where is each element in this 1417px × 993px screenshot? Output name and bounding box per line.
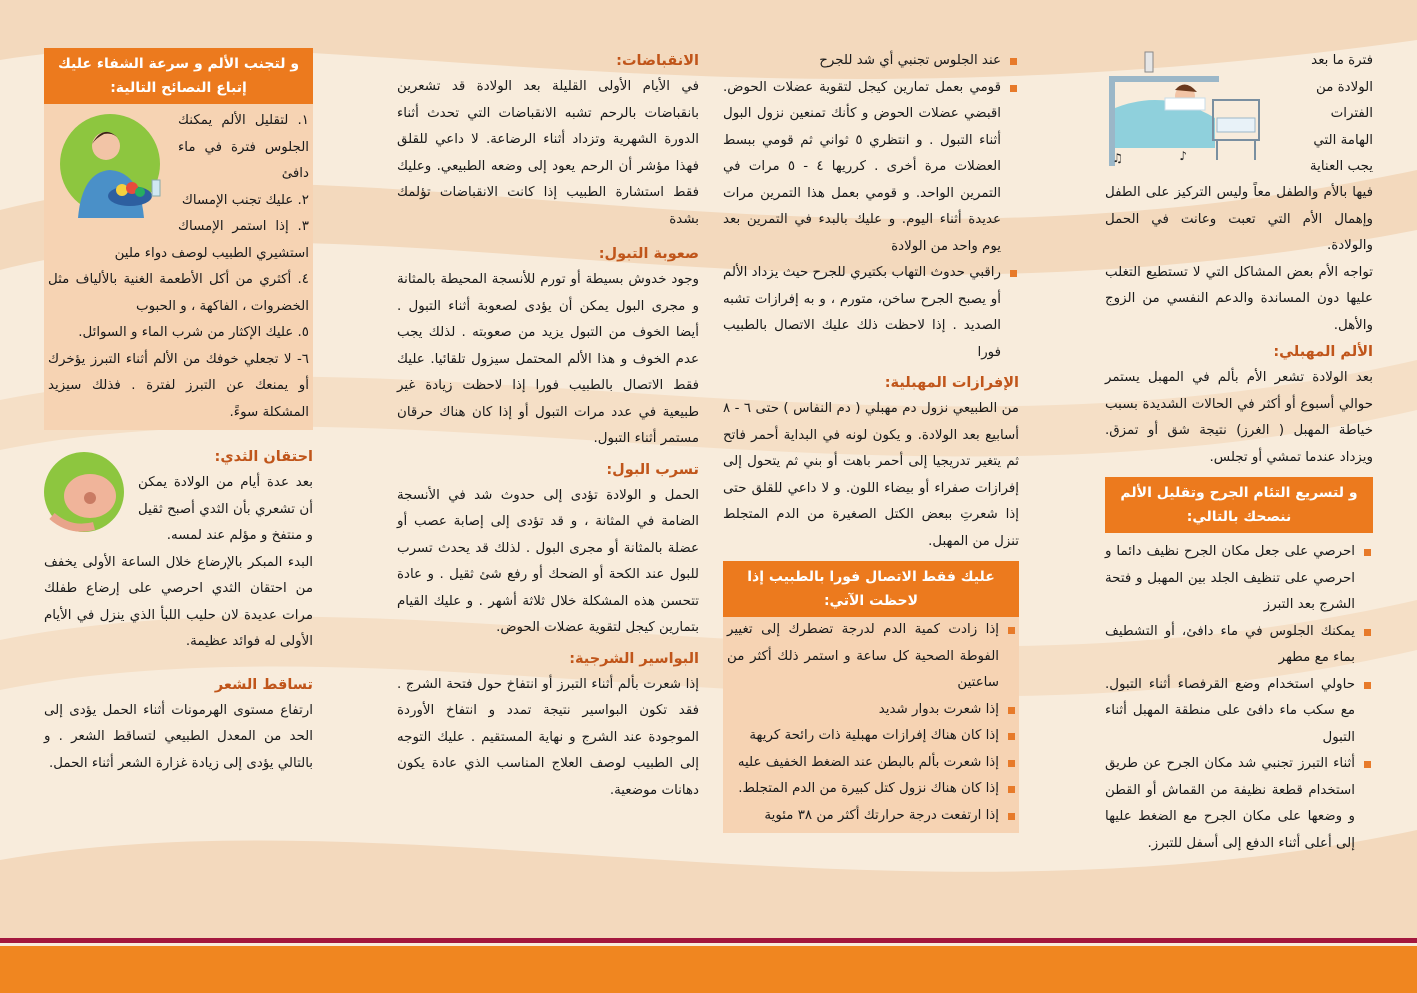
intro-line: فترة ما بعد — [1311, 53, 1373, 68]
list-item: إذا كان هناك نزول كتل كبيرة من الدم المتجلط. — [727, 776, 999, 803]
list-item: إذا شعرت بألم بالبطن عند الضغط الخفيف عليه — [727, 750, 999, 777]
care-tips-list — [723, 48, 1019, 366]
pain-tip-item: ١. لتقليل الألم يمكنك الجلوس فترة في ماء دافئ — [178, 113, 309, 181]
svg-text:♪: ♪ — [1179, 149, 1187, 163]
intro-line: يجب العناية — [1309, 159, 1373, 174]
section-title-urination: صعوبة التبول: — [598, 246, 699, 262]
healing-tips-list — [1105, 539, 1373, 857]
section-title-leakage: تسرب البول: — [606, 461, 699, 478]
warning-list — [723, 617, 1019, 829]
section-title-hemorrhoids: البواسير الشرجية: — [569, 650, 699, 667]
list-item: إذا زادت كمية الدم لدرجة تضطرك إلى تغيير الفوطة الصحية كل ساعة و استمر ذلك أكثر من ساعتين — [727, 617, 999, 697]
intro-text: فيها بالأم والطفل معاً وليس التركيز على الطفل وإهمال الأم التي تعبت وعانت في الحمل والولادة. — [1105, 185, 1373, 253]
mother-bed-illustration — [1105, 48, 1263, 166]
section-title-vaginal-pain: الألم المهبلي: — [1273, 344, 1373, 360]
list-item: عند الجلوس تجنبي أي شد للجرح — [723, 48, 1001, 75]
pain-tip-item: ٥. عليك الإكثار من شرب الماء و السوائل. — [78, 325, 309, 340]
healing-tips-banner: و لتسريع التئام الجرح وتقليل الألم ننصحك بالتالي: — [1105, 477, 1373, 533]
section-title-breast-engorgement: احتقان الثدي: — [214, 449, 313, 465]
intro-line: الفترات — [1330, 106, 1373, 121]
list-item: احرصي على جعل مكان الجرح نظيف دائما و احرصي على تنظيف الجلد بين المهبل و فتحة الشرج بعد التبرز — [1105, 539, 1355, 619]
warning-banner: عليك فقط الاتصال فورا بالطبيب إذا لاحظت الآتي: — [723, 561, 1019, 617]
column-postpartum-intro — [1105, 48, 1373, 857]
section-title-contractions: الانقباضات: — [616, 53, 699, 69]
vaginal-pain-text: بعد الولادة تشعر الأم بألم في المهبل يستمر حوالي أسبوع أو أكثر في الحالات الشديدة بسبب خياطة المهبل ( الغرز) نتيجة شق أو تمزق. ويزداد عندما تمشي أو تجلس. — [1105, 370, 1373, 465]
column-tips-breast-hair — [44, 48, 313, 777]
pain-tip-item: ٤. أكثري من أكل الأطعمة الغنية بالألياف مثل الخضروات ، الفاكهة ، و الحبوب — [48, 272, 309, 314]
intro-line: الولادة من — [1316, 79, 1373, 95]
woman-eating-fruit-illustration — [48, 110, 168, 218]
discharge-text: من الطبيعي نزول دم مهبلي ( دم النفاس ) حتى ٦ - ٨ أسابيع بعد الولادة. و يكون لونه في البداية أحمر فاتح ثم يتغير تدريجيا إلى أحمر باهت أو بني ثم يتحول إلى إفرازات صفراء أو بيضاء اللون. و لا داعي للقلق حتى إذا شعرتِ ببعض الكتل الصغيرة من الدم المتجلط تنزل من المهبل. — [723, 401, 1019, 549]
breast-engorgement-text-2: البدء المبكر بالإرضاع خلال الساعة الأولى يخفف من احتقان الثدي احرصي على إرضاع طفلك مرات عديدة لان حليب اللبأ الذي ينزل في الأيام الأولى له فوائد عظيمة. — [44, 554, 313, 649]
breast-engorgement-text: بعد عدة أيام من الولادة يمكن أن تشعري بأن الثدي أصبح ثقيل و منتفخ و مؤلم عند لمسه. — [138, 475, 313, 543]
svg-text:♫: ♫ — [1112, 151, 1123, 165]
hemorrhoids-text: إذا شعرت بألم أثناء التبرز أو انتفاخ حول فتحة الشرج . فقد تكون البواسير نتيجة تمدد و انتفاخ الأوردة الموجودة عند الشرج و نهاية المستقيم . عليك التوجه إلى الطبيب لوصف العلاج المناسب الذي عادة يكون دهانات موضعية. — [397, 676, 699, 798]
list-item: إذا ارتفعت درجة حرارتك أكثر من ٣٨ مئوية — [727, 803, 999, 830]
section-title-hair-loss: تساقط الشعر — [214, 676, 313, 693]
pain-tips-banner: و لتجنب الألم و سرعة الشفاء عليك إتباع النصائح التالية: — [44, 48, 313, 104]
warning-box — [723, 561, 1019, 833]
column-care-tips — [723, 48, 1019, 833]
column-symptoms — [397, 48, 699, 804]
list-item: إذا شعرت بدوار شديد — [727, 697, 999, 724]
intro-text-2: تواجه الأم بعض المشاكل التي لا تستطيع التغلب عليها دون المساندة والدعم النفسي من الزوج والأهل. — [1105, 264, 1373, 333]
section-title-discharge: الإفرازات المهبلية: — [884, 375, 1019, 391]
urination-text: وجود خدوش بسيطة أو تورم للأنسجة المحيطة بالمثانة و مجرى البول يمكن أن يؤدى لصعوبة أثناء التبول . أيضا الخوف من التبول يزيد من صعوبته . لذلك يجب عدم الخوف و هذا الألم المحتمل سيزول تلقائيا. عليك فقط الاتصال بالطبيب فورا إذا لاحظت زيادة غير طبيعية في عدد مرات التبول أو إذا كان هناك حرقان مستمر أثناء التبول. — [397, 272, 699, 446]
pain-tip-item: ٣. إذا استمر الإمساك استشيري الطبيب لوصف دواء ملين — [114, 219, 309, 261]
list-item: يمكنك الجلوس في ماء دافئ، أو التشطيف بماء مع مطهر — [1105, 619, 1355, 672]
breastfeeding-illustration — [44, 446, 128, 538]
intro-line: الهامة التي — [1313, 132, 1373, 148]
hair-loss-text: ارتفاع مستوى الهرمونات أثناء الحمل يؤدى إلى الحد من المعدل الطبيعي لتساقط الشعر . و بالتالي يؤدى إلى زيادة غزارة الشعر أثناء الحمل. — [44, 702, 313, 771]
list-item: قومي بعمل تمارين كيجل لتقوية عضلات الحوض. اقبضي عضلات الحوض و كأنك تمنعين نزول البول أثناء التبول . و انتظري ٥ ثواني ثم قومي ببسط العضلات مرة أخرى . كرريها ٤ - ٥ مرات في التمرين الواحد. و قومي بعمل هذا التمرين مرات عديدة أثناء اليوم. و عليك بالبدء في التمرين بعد يوم واحد من الولادة — [723, 75, 1001, 261]
pain-tip-item: ٢. عليك تجنب الإمساك — [181, 192, 309, 208]
bottom-band — [0, 946, 1417, 993]
list-item: راقبي حدوث التهاب بكتيري للجرح حيث يزداد الألم أو يصبح الجرح ساخن، متورم ، و به إفرازات تشبه الصديد . إذا لاحظت ذلك عليك الاتصال بالطبيب فورا — [723, 260, 1001, 366]
pain-tip-item: ٦- لا تجعلي خوفك من الألم أثناء التبرز يؤخرك أو يمنعك عن التبرز لفترة . فذلك سيزيد المشكلة سوءً. — [48, 351, 309, 420]
contractions-text: في الأيام الأولى القليلة بعد الولادة قد تشعرين بانقباضات بالرحم تشبه الانقباضات التي تحدث أثناء الدورة الشهرية وتزداد أثناء الرضاعة. لا داعي للقلق فهذا مؤشر أن الرحم يعود إلى وضعه الطبيعي. وعليك فقط استشارة الطبيب إذا كانت الانقباضات تؤلمك بشدة — [397, 79, 699, 227]
pain-tips-box — [44, 48, 313, 430]
list-item: إذا كان هناك إفرازات مهبلية ذات رائحة كريهة — [727, 723, 999, 750]
leakage-text: الحمل و الولادة تؤدى إلى حدوث شد في الأنسجة الضامة في المثانة ، و قد تؤدى إلى إصابة عصب أو عضلة بالمثانة أو مجرى البول . لذلك قد يحدث تسرب للبول عند الكحة أو الضحك أو رفع شئ ثقيل . و عادة تتحسن هذه المشكلة خلال ثلاثة أشهر . و عليك القيام بتمارين كيجل لتقوية عضلات الحوض. — [397, 487, 699, 635]
list-item: حاولي استخدام وضع القرفصاء أثناء التبول. مع سكب ماء دافئ على منطقة المهبل أثناء التبول — [1105, 672, 1355, 752]
list-item: أثناء التبرز تجنبي شد مكان الجرح عن طريق استخدام قطعة نظيفة من القماش أو القطن و وضعها على مكان الجرح مع الضغط عليها إلى أعلى أثناء الدفع إلى أسفل للتبرز. — [1105, 751, 1355, 857]
